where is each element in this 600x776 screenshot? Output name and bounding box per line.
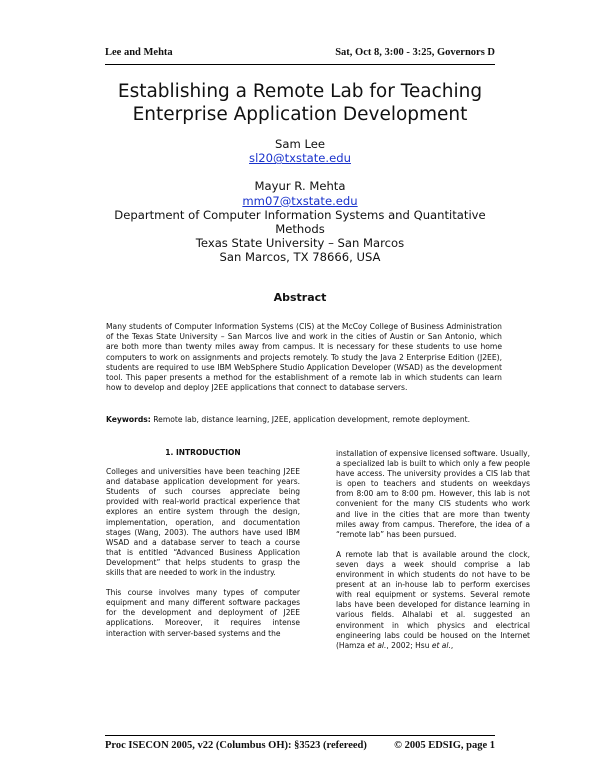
author-1-email-link[interactable]: sl20@txstate.edu (249, 151, 351, 166)
intro-paragraph-3: installation of expensive licensed software. Usually, a specialized lab is built to which only a few people have access. The university provides a CIS lab that is open to teachers and students on weekdays from 8:00 am to 8:00 pm. However, this lab is not convenient for the many CIS students who work and live in the cities that are more than twenty miles away from campus. Therefore, the idea of a “remote lab” has been pursued. (336, 449, 530, 539)
footer-proceedings: Proc ISECON 2005, v22 (Columbus OH): §3523 (refereed) (105, 740, 367, 751)
keywords-text: Remote lab, distance learning, J2EE, application development, remote deployment. (153, 415, 471, 424)
abstract-body: Many students of Computer Information Systems (CIS) at the McCoy College of Business Administration of the Texas State University – San Marcos live and work in the cities of Austin or San Antonio, which are both more than twenty miles away from campus. It is necessary for these students to use home computers to work on assignments and projects remotely. To study the Java 2 Enterprise Edition (J2EE), students are required to use IBM WebSphere Studio Application Developer (WSAD) as the development tool. This paper presents a method for the establishment of a remote lab in which students can learn how to develop and deploy J2EE applications that connect to database servers. (106, 322, 502, 393)
running-header-session: Sat, Oct 8, 3:00 - 3:25, Governors D (335, 47, 495, 58)
et-al-1: et al. (367, 640, 387, 650)
page-footer (105, 740, 495, 751)
author-2-name: Mayur R. Mehta (254, 179, 346, 194)
intro-paragraph-1: Colleges and universities have been teaching J2EE and database application development for years. Students of such courses appreciate being provided with real-world practical experience that explores an entire system through the design, implementation, operation, and documentation stages (Wang, 2003). The authors have used IBM WSAD and a database server to teach a course that is entitled “Advanced Business Application Development” that helps students to grasp the skills that are needed to work in the industry. (106, 467, 300, 578)
running-header-authors: Lee and Mehta (105, 47, 173, 58)
right-column (336, 449, 530, 661)
intro-paragraph-4-end: , (450, 640, 454, 650)
author-2-email-link[interactable]: mm07@txstate.edu (242, 193, 358, 208)
intro-paragraph-2: This course involves many types of computer equipment and many different software packages for the development and deployment of J2EE applications. Moreover, it requires intense interaction with server-based systems and the (106, 588, 300, 638)
left-column (106, 448, 300, 649)
intro-paragraph-4 (336, 550, 530, 651)
et-al-2: et al. (431, 640, 451, 650)
running-header (105, 47, 495, 58)
author-block (100, 137, 500, 265)
paper-title (80, 80, 520, 126)
abstract-heading: Abstract (273, 291, 327, 304)
intro-paragraph-4-mid: , 2002; Hsu (386, 640, 432, 650)
keywords-label: Keywords: (106, 415, 151, 424)
title-line-2: Enterprise Application Development (132, 104, 468, 125)
department-line-2: Methods (275, 222, 325, 237)
university: Texas State University – San Marcos (195, 236, 405, 251)
keywords (106, 415, 502, 425)
footer-rule (105, 735, 495, 736)
title-line-1: Establishing a Remote Lab for Teaching (117, 81, 483, 102)
section-heading-introduction: 1. INTRODUCTION (165, 448, 241, 457)
header-rule (105, 64, 495, 65)
department-line-1: Department of Computer Information Systems and Quantitative (114, 207, 486, 222)
intro-paragraph-4-start: A remote lab that is available around the clock, seven days a week should comprise a lab environment in which students do not have to be present at an in-house lab to perform exercises with real equipment or systems. Several remote labs have been developed for distance learning in various fields. Alhalabi et al. suggested an environment in which physics and electrical engineering labs could be housed on the Internet (Hamza (336, 549, 530, 650)
footer-copyright: © 2005 EDSIG, page 1 (394, 740, 495, 751)
author-1-name: Sam Lee (275, 137, 325, 151)
address: San Marcos, TX 78666, USA (219, 250, 381, 265)
